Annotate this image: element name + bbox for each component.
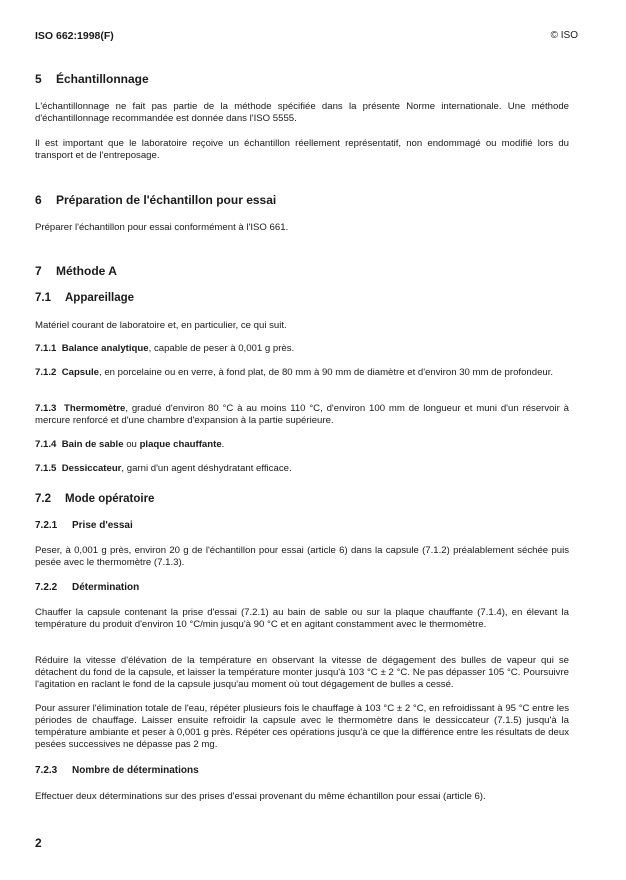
item-term-2: plaque chauffante [139, 439, 222, 450]
section-title: Prise d'essai [72, 520, 133, 531]
item-number: 7.1.4 [35, 439, 57, 450]
item-text: , en porcelaine ou en verre, à fond plat, de 80 mm à 90 mm de diamètre et d'environ 30 mm de profondeur. [99, 367, 554, 378]
section-7-2-3-heading [35, 765, 199, 776]
section-7-2-2-heading [35, 582, 139, 593]
section-7-2-2-paragraph-1: Chauffer la capsule contenant la prise d'essai (7.2.1) au bain de sable ou sur la plaque chauffante (7.1.4), en élevant la température du produit d'environ 10 °C/min jusqu'à 90 °C et en agitant constamment avec le thermomètre. [35, 607, 569, 630]
section-7-1-intro: Matériel courant de laboratoire et, en particulier, ce qui suit. [35, 320, 287, 331]
section-7-2-2-paragraph-3: Pour assurer l'élimination totale de l'eau, répéter plusieurs fois le chauffage à 103 °C ± 2 °C, en refroidissant à 95 °C entre les périodes de chauffage. Laisser ensuite refroidir la capsule avec le thermomètre dans le dessiccateur (7.1.5) jusqu'à la température ambiante et peser à 0,001 g près. Répéter ces opérations jusqu'à ce que la différence entre les résultats de deux pesées successives ne dépasse pas 2 mg. [35, 703, 569, 750]
item-text: , capable de peser à 0,001 g près. [148, 343, 295, 354]
section-7-heading [35, 264, 117, 278]
section-6-paragraph-1: Préparer l'échantillon pour essai conformément à l'ISO 661. [35, 222, 289, 233]
section-number: 7 [35, 264, 42, 278]
section-7-2-1-paragraph: Peser, à 0,001 g près, environ 20 g de l'échantillon pour essai (article 6) dans la capsule (7.1.2) préalablement séchée puis pesée avec le thermomètre (7.1.3). [35, 545, 569, 568]
section-title: Méthode A [56, 264, 117, 278]
section-6-heading [35, 193, 276, 207]
section-number: 7.2.3 [35, 765, 58, 776]
section-title: Détermination [72, 582, 140, 593]
section-number: 5 [35, 72, 42, 86]
item-term: Balance analytique [61, 343, 149, 354]
item-7-1-5 [35, 463, 569, 475]
section-title: Préparation de l'échantillon pour essai [56, 193, 277, 207]
item-term: Bain de sable [61, 439, 124, 450]
section-5-paragraph-2: Il est important que le laboratoire reçoive un échantillon réellement représentatif, non endommagé ou modifié lors du transport et de l'entreposage. [35, 138, 569, 161]
item-number: 7.1.3 [35, 403, 57, 414]
item-end: . [221, 439, 225, 450]
item-term: Thermomètre [64, 403, 126, 414]
section-number: 7.2.2 [35, 582, 58, 593]
section-number: 7.2.1 [35, 520, 58, 531]
section-7-2-1-heading [35, 520, 133, 531]
item-7-1-2 [35, 367, 569, 379]
item-text: ou [123, 439, 140, 450]
section-title: Mode opératoire [65, 493, 155, 505]
item-term: Dessiccateur [61, 463, 122, 474]
item-text: , garni d'un agent déshydratant efficace. [121, 463, 292, 474]
item-number: 7.1.1 [35, 343, 57, 354]
section-7-2-3-paragraph: Effectuer deux déterminations sur des prises d'essai provenant du même échantillon pour essai (article 6). [35, 791, 486, 802]
item-text: , gradué d'environ 80 °C à au moins 110 °C, d'environ 100 mm de longueur et muni d'un réservoir à mercure renforcé et d'une chambre d'expansion à la partie supérieure. [35, 403, 569, 426]
document-id: ISO 662:1998(F) [35, 30, 114, 42]
item-number: 7.1.2 [35, 367, 57, 378]
page-number: 2 [35, 836, 42, 850]
section-number: 6 [35, 193, 42, 207]
section-7-2-2-paragraph-2: Réduire la vitesse d'élévation de la température en observant la vitesse de dégagement des bulles de vapeur qui se détachent du fond de la capsule, et laisser la température monter jusqu'à 103 °C ± 2 °C. Ne pas dépasser 105 °C. Poursuivre l'agitation en raclant le fond de la capsule jusqu'au moment où tout dégagement de bulles a cessé. [35, 655, 569, 690]
section-7-1-heading [35, 292, 134, 304]
section-5-paragraph-1: L'échantillonnage ne fait pas partie de la méthode spécifiée dans la présente Norme internationale. Une méthode d'échantillonnage recommandée est donnée dans l'ISO 5555. [35, 101, 569, 124]
section-number: 7.1 [35, 292, 51, 304]
item-7-1-4 [35, 439, 569, 451]
section-5-heading [35, 72, 149, 86]
section-7-2-heading [35, 493, 154, 505]
section-title: Échantillonnage [56, 72, 149, 86]
item-number: 7.1.5 [35, 463, 57, 474]
section-number: 7.2 [35, 493, 51, 505]
copyright-mark: © ISO [550, 30, 578, 41]
section-title: Appareillage [65, 292, 135, 304]
item-term: Capsule [61, 367, 100, 378]
section-title: Nombre de déterminations [72, 765, 199, 776]
item-7-1-3 [35, 403, 569, 427]
item-7-1-1 [35, 343, 569, 355]
